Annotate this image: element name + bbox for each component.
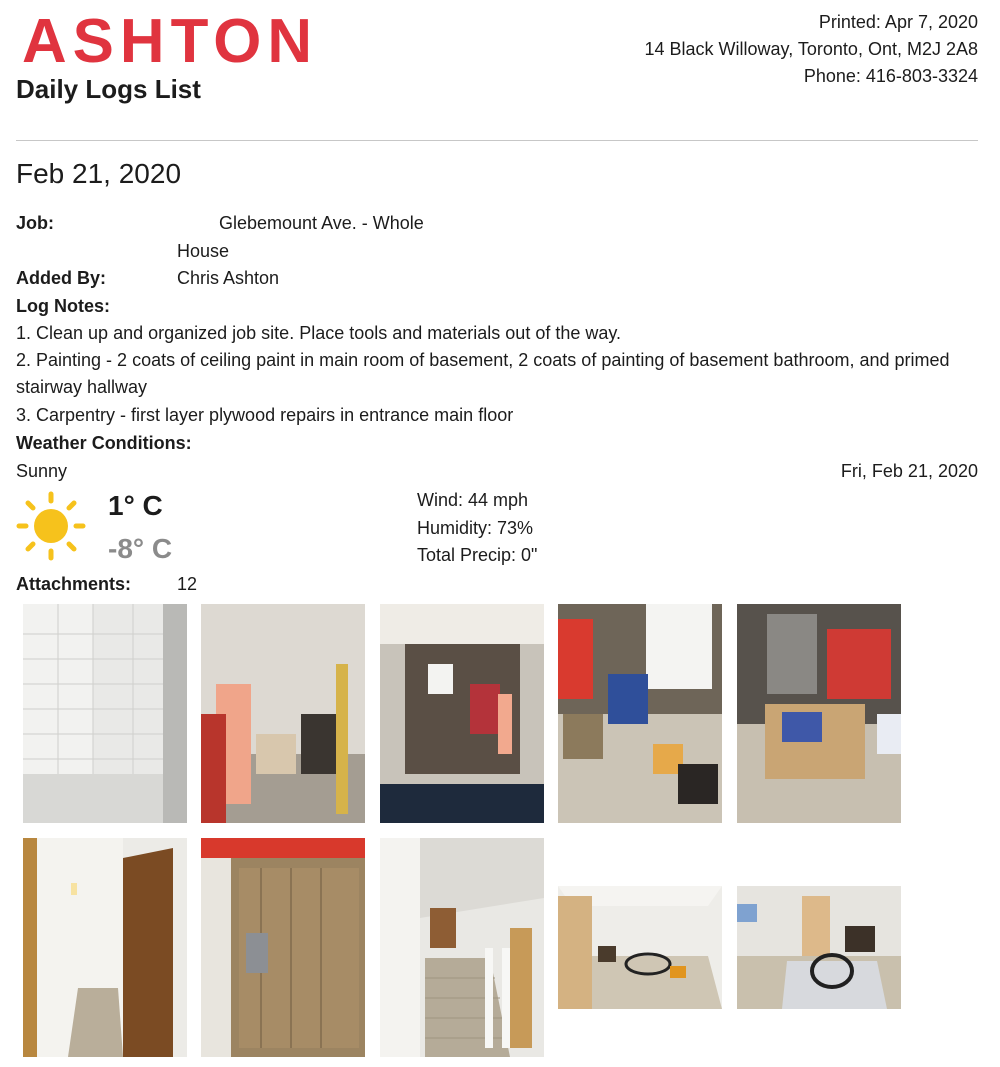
attachment-thumbnail-6[interactable] xyxy=(23,838,187,1057)
weather-summary: Sunny xyxy=(16,461,68,481)
company-address: 14 Black Willoway, Toronto, Ont, M2J 2A8 xyxy=(644,39,978,59)
log-notes-label: Log Notes: xyxy=(16,296,110,316)
log-note-2: 2. Painting - 2 coats of ceiling paint in main room of basement, 2 coats of painting of basement bathroom, and primed stairway hallway xyxy=(16,350,950,397)
svg-text:ASHTON: ASHTON xyxy=(22,12,318,68)
log-note-3: 3. Carpentry - first layer plywood repairs in entrance main floor xyxy=(16,405,514,425)
total-precip: Total Precip: 0" xyxy=(417,545,538,565)
attachments-count: 12 xyxy=(177,574,198,594)
page-title: Daily Logs List xyxy=(16,74,201,104)
job-name-line2: House xyxy=(177,241,230,261)
weather-date: Fri, Feb 21, 2020 xyxy=(840,461,978,481)
attachment-thumbnail-3[interactable] xyxy=(380,604,544,823)
job-name-line1: Glebemount Ave. - Whole xyxy=(219,213,424,233)
attachment-thumbnail-8[interactable] xyxy=(380,838,544,1057)
humidity: Humidity: 73% xyxy=(417,518,534,538)
job-label: Job: xyxy=(16,213,54,233)
attachment-thumbnail-9[interactable] xyxy=(558,886,722,1009)
attachments-label: Attachments: xyxy=(16,574,132,594)
added-by-label: Added By: xyxy=(16,268,106,288)
log-date: Feb 21, 2020 xyxy=(16,158,182,189)
attachment-thumbnail-10[interactable] xyxy=(737,886,901,1009)
attachment-thumbnail-2[interactable] xyxy=(201,604,365,823)
attachment-thumbnail-7[interactable] xyxy=(201,838,365,1057)
header-divider xyxy=(16,140,978,141)
log-note-1: 1. Clean up and organized job site. Place tools and materials out of the way. xyxy=(16,323,622,343)
attachment-thumbnail-5[interactable] xyxy=(737,604,901,823)
added-by-value: Chris Ashton xyxy=(177,268,280,288)
temperature-high: 1° C xyxy=(108,490,163,521)
attachment-thumbnail-4[interactable] xyxy=(558,604,722,823)
ashton-logo xyxy=(22,12,322,68)
attachment-thumbnail-1[interactable] xyxy=(23,604,187,823)
sun-icon xyxy=(16,491,86,561)
temperature-low: -8° C xyxy=(108,533,173,564)
printed-date: Printed: Apr 7, 2020 xyxy=(818,12,978,32)
weather-label: Weather Conditions: xyxy=(16,433,192,453)
company-phone: Phone: 416-803-3324 xyxy=(803,66,978,86)
wind-speed: Wind: 44 mph xyxy=(417,490,529,510)
